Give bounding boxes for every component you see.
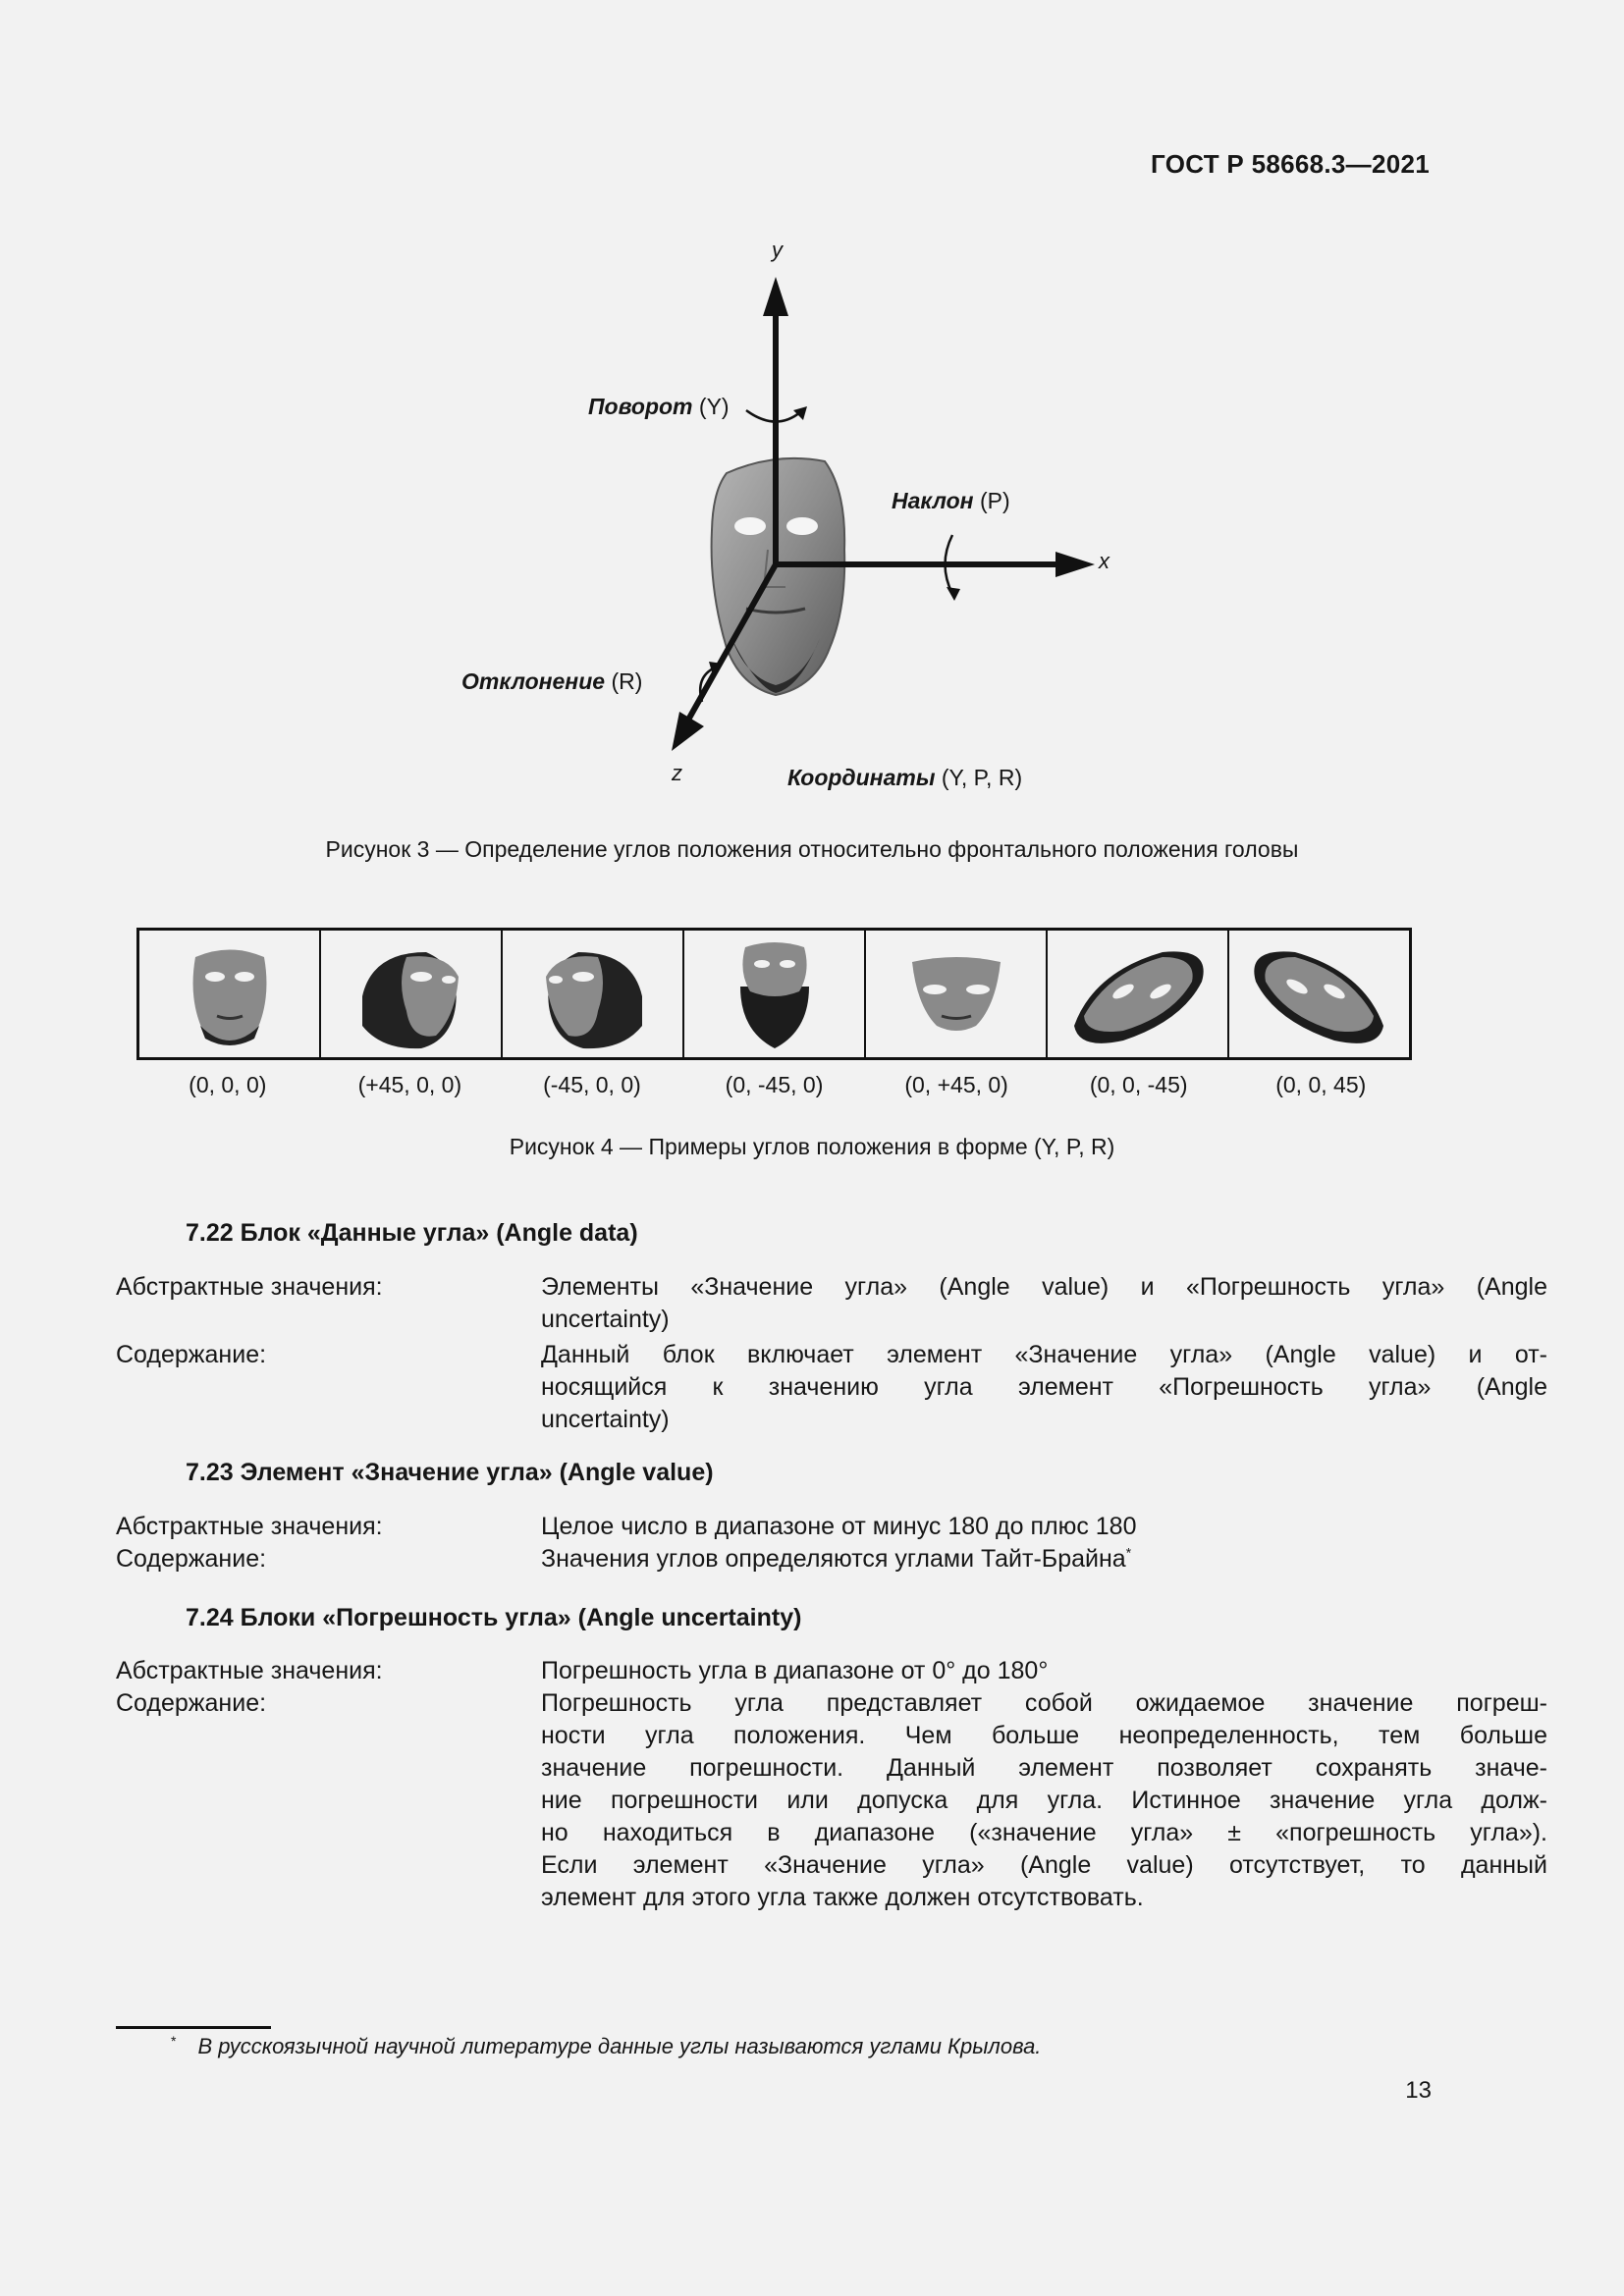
content-label: Содержание: [116,1341,267,1368]
x-axis-arrowhead [1056,552,1095,577]
pose-image [684,931,866,1057]
footnote-reference[interactable]: * [1125,1544,1132,1561]
content-text: uncertainty) [541,1406,670,1433]
content-text: значение погрешности. Данный элемент позволяет сохранять значе- [541,1754,1547,1782]
pose-image [321,931,503,1057]
abstract-values-label: Абстрактные значения: [116,1657,383,1684]
pose-image [1229,931,1409,1057]
content-label: Содержание: [116,1689,267,1717]
figure-3-diagram [0,0,1624,825]
pitch-label: Наклон (P) [892,488,1010,513]
section-7-22-abstract-row [116,1271,1547,1336]
section-7-23-content-row [116,1543,1432,1575]
pose-coordinates-row [136,1072,1412,1098]
content-text: носящийся к значению угла элемент «Погрешность угла» (Angle [541,1373,1547,1401]
section-7-23-title: 7.23 Элемент «Значение угла» (Angle value) [186,1459,714,1486]
x-axis-label: x [1099,549,1110,573]
section-7-22-title: 7.22 Блок «Данные угла» (Angle data) [186,1219,638,1247]
content-text: Данный блок включает элемент «Значение угла» (Angle value) и от- [541,1341,1547,1368]
coordinates-label: Координаты (Y, P, R) [787,765,1023,790]
content-text: элемент для этого угла также должен отсутствовать. [541,1884,1144,1911]
abstract-values-text: Погрешность угла в диапазоне от 0° до 180° [541,1657,1049,1684]
section-7-24-title: 7.24 Блоки «Погрешность угла» (Angle uncertainty) [186,1604,802,1631]
pose-coordinate: (0, 0, 0) [189,1072,267,1097]
section-7-23-abstract-row [116,1511,1432,1543]
section-7-24-abstract-row [116,1655,1432,1687]
content-text: ние погрешности или допуска для угла. Истинное значение угла долж- [541,1787,1547,1814]
yaw-label: Поворот (Y) [588,394,730,419]
content-text: Если элемент «Значение угла» (Angle value) отсутствует, то данный [541,1851,1547,1879]
page-number: 13 [1405,2077,1432,2104]
pose-image [503,931,684,1057]
pose-coordinate: (+45, 0, 0) [357,1072,462,1097]
pose-coordinate: (0, 0, 45) [1275,1072,1367,1097]
footnote [171,2032,1042,2059]
content-text: Значения углов определяются углами Тайт-Брайна* [541,1544,1132,1573]
content-text: Погрешность угла представляет собой ожидаемое значение погреш- [541,1689,1547,1717]
pose-image [139,931,321,1057]
y-axis-label: y [772,238,783,262]
z-axis-label: z [672,761,682,785]
y-axis-arrowhead [763,277,788,316]
pose-coordinate: (0, +45, 0) [904,1072,1008,1097]
pose-coordinate: (0, -45, 0) [725,1072,824,1097]
section-7-24-content-row [116,1687,1547,1914]
abstract-values-label: Абстрактные значения: [116,1273,383,1301]
z-axis-arrowhead [672,712,704,751]
roll-label: Отклонение (R) [461,668,643,694]
figure-4-pose-strip [136,928,1412,1060]
content-label: Содержание: [116,1545,267,1573]
document-header: ГОСТ Р 58668.3—2021 [1151,149,1430,179]
abstract-values-text: uncertainty) [541,1306,670,1333]
section-7-22-content-row [116,1339,1547,1436]
pose-image [1048,931,1229,1057]
abstract-values-text: Целое число в диапазоне от минус 180 до плюс 180 [541,1513,1137,1540]
abstract-values-text: Элементы «Значение угла» (Angle value) и «Погрешность угла» (Angle [541,1273,1547,1301]
footnote-mark: * [171,2032,177,2049]
abstract-values-label: Абстрактные значения: [116,1513,383,1540]
content-text: но находиться в диапазоне («значение угла» ± «погрешность угла»). [541,1819,1547,1846]
pose-image [866,931,1048,1057]
footnote-separator [116,2026,271,2029]
pose-coordinate: (0, 0, -45) [1089,1072,1188,1097]
pose-coordinate: (-45, 0, 0) [543,1072,641,1097]
figure-4-caption: Рисунок 4 — Примеры углов положения в форме (Y, P, R) [509,1134,1115,1159]
footnote-text: В русскоязычной научной литературе данные углы называются углами Крылова. [197,2034,1042,2058]
content-text: ности угла положения. Чем больше неопределенность, тем больше [541,1722,1547,1749]
figure-3-caption: Рисунок 3 — Определение углов положения относительно фронтального положения головы [325,836,1299,862]
